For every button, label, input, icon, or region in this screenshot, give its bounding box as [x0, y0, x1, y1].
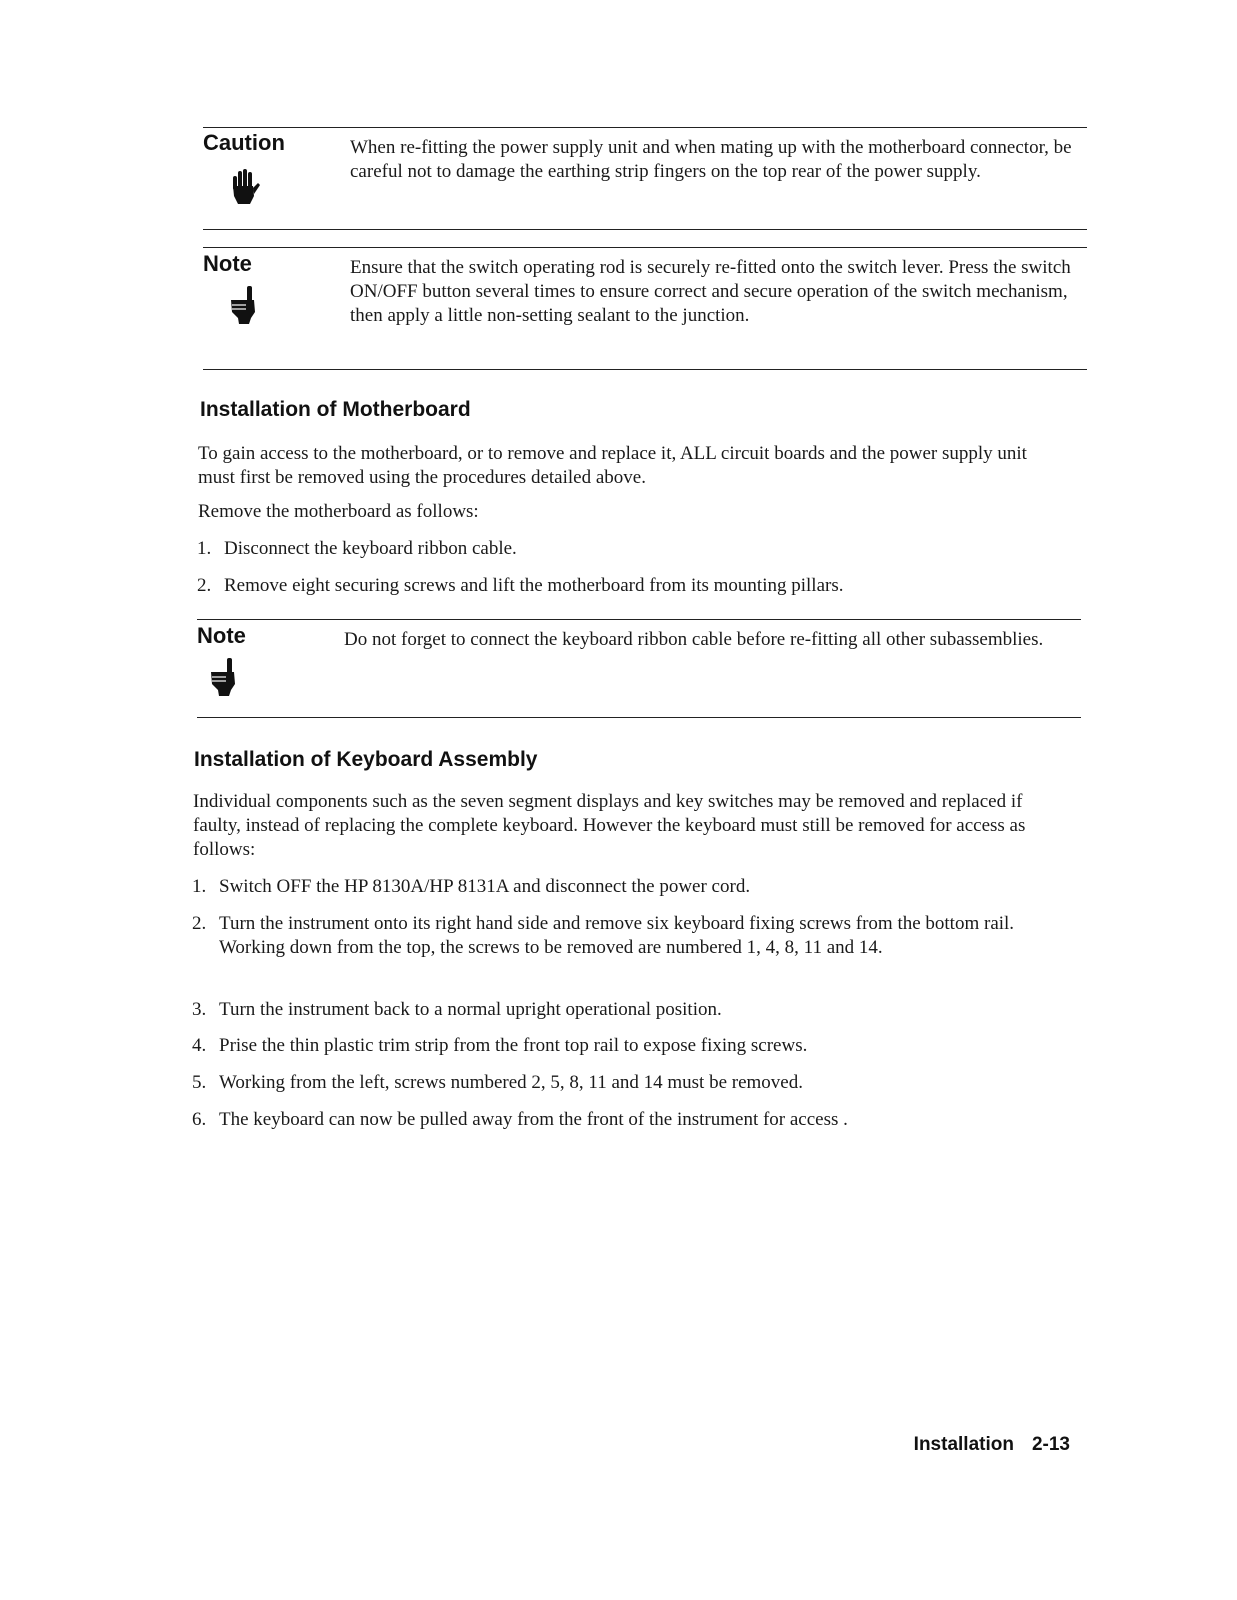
list-item-number: 5.: [192, 1072, 207, 1093]
footer-section: Installation: [913, 1434, 1014, 1455]
note-text: Do not forget to connect the keyboard ribbon cable before re-fitting all other subassemblies.: [344, 629, 1044, 650]
note-box: [203, 247, 1087, 370]
note-label: Note: [197, 623, 246, 648]
page-footer: [860, 1434, 1070, 1456]
list-item-text: Switch OFF the HP 8130A/HP 8131A and disconnect the power cord.: [219, 876, 751, 897]
section-heading: Installation of Motherboard: [200, 398, 471, 421]
list-item-number: 1.: [197, 538, 212, 559]
list-item-number: 4.: [192, 1035, 207, 1056]
section-intro: Individual components such as the seven segment displays and key switches may be removed and replaced if faulty, instead of replacing the complete keyboard. However the keyboard must still be removed for access as follows:: [193, 791, 1026, 860]
list-item-number: 2.: [192, 913, 207, 934]
note-text: Ensure that the switch operating rod is securely re-fitted onto the switch lever. Press the switch ON/OFF button several times to ensure correct and secure operation of the switch mechanism, then apply a little non-setting sealant to the junction.: [350, 257, 1071, 326]
caution-box: [203, 127, 1087, 230]
hand-stop-icon: [227, 166, 261, 206]
list-item-text: Disconnect the keyboard ribbon cable.: [224, 538, 517, 559]
list-item-number: 1.: [192, 876, 207, 897]
page-number: 2-13: [1031, 1434, 1070, 1455]
list-item-number: 6.: [192, 1109, 207, 1130]
list-item-text: Working from the left, screws numbered 2, 5, 8, 11 and 14 must be removed.: [219, 1072, 803, 1093]
note-box: [197, 619, 1081, 718]
list-item-number: 3.: [192, 999, 207, 1020]
list-item-number: 2.: [197, 575, 212, 596]
list-item-text: Prise the thin plastic trim strip from the front top rail to expose fixing screws.: [219, 1035, 808, 1056]
pointing-hand-icon: [207, 658, 241, 698]
section-intro: To gain access to the motherboard, or to remove and replace it, ALL circuit boards and the power supply unit must first be removed using the procedures detailed above.: [198, 443, 1027, 488]
pointing-hand-icon: [227, 286, 261, 326]
section-heading: Installation of Keyboard Assembly: [194, 748, 538, 771]
list-item-text: Turn the instrument onto its right hand side and remove six keyboard fixing screws from the bottom rail. Working down from the top, the screws to be removed are numbered 1, 4, 8, 11 and 14.: [219, 913, 1015, 958]
caution-text: When re-fitting the power supply unit and when mating up with the motherboard connector, be careful not to damage the earthing strip fingers on the top rear of the power supply.: [350, 137, 1072, 182]
list-item-text: Remove eight securing screws and lift the motherboard from its mounting pillars.: [224, 575, 844, 596]
section-lead: Remove the motherboard as follows:: [198, 501, 479, 522]
note-label: Note: [203, 251, 252, 276]
list-item-text: Turn the instrument back to a normal upright operational position.: [219, 999, 722, 1020]
caution-label: Caution: [203, 130, 285, 155]
list-item-text: The keyboard can now be pulled away from the front of the instrument for access .: [219, 1109, 848, 1130]
